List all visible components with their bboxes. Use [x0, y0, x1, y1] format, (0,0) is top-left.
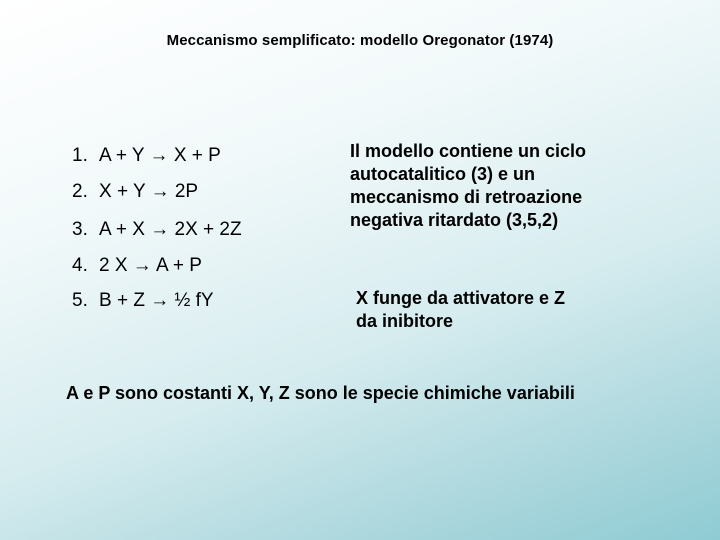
reaction-equation: B + Z → ½ fY: [99, 290, 214, 311]
reaction-item: [72, 180, 198, 204]
reaction-item: [72, 144, 221, 168]
activator-inhibitor-note: [356, 287, 565, 333]
reaction-equation: X + Y → 2P: [99, 181, 199, 202]
species-summary: A e P sono costanti X, Y, Z sono le specie chimiche variabili: [66, 383, 575, 403]
note-line: negativa ritardato (3,5,2): [350, 210, 559, 230]
reaction-item: [72, 218, 242, 242]
reaction-number: 2.: [72, 181, 88, 202]
reaction-number: 1.: [72, 145, 88, 166]
reaction-number: 3.: [72, 219, 88, 240]
reaction-equation: 2 X → A + P: [99, 255, 202, 276]
reaction-number: 4.: [72, 255, 88, 276]
reaction-equation: A + X → 2X + 2Z: [99, 219, 242, 240]
note-line: meccanismo di retroazione: [350, 187, 583, 207]
slide-title: Meccanismo semplificato: modello Oregonator (1974): [166, 32, 554, 49]
autocatalytic-cycle-note: [350, 140, 586, 232]
reaction-item: [72, 254, 202, 278]
reaction-number: 5.: [72, 290, 88, 311]
note-line: da inibitore: [356, 311, 454, 331]
note-line: autocatalitico (3) e un: [350, 164, 536, 184]
note-line: X funge da attivatore e Z: [356, 288, 566, 308]
reaction-equation: A + Y → X + P: [99, 145, 221, 166]
reaction-item: [72, 289, 214, 313]
note-line: Il modello contiene un ciclo: [350, 141, 587, 161]
